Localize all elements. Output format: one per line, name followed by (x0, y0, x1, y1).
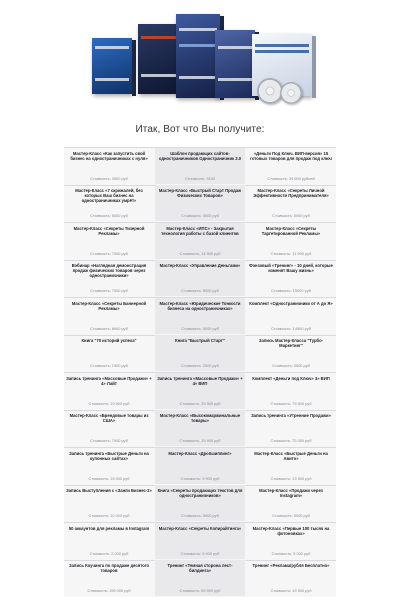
hero-banner (0, 0, 400, 118)
bonus-item (246, 485, 336, 521)
bonus-item-price: Стоимость: 2500 руб (181, 363, 219, 368)
bonus-item-price: Стоимость: 5000 руб (90, 213, 128, 218)
bonus-item-price: Стоимость: 5000 руб (272, 513, 310, 518)
bonus-item (155, 260, 245, 296)
bonus-item (246, 523, 336, 559)
bonus-item (155, 335, 245, 371)
bonus-item-price: Стоимость: 59 900 руб (179, 588, 221, 593)
bonus-item (155, 410, 245, 446)
bonus-item-price: Стоимость: 3000 руб (181, 213, 219, 218)
bonus-item (246, 260, 336, 296)
bonus-item-price: Стоимость: 3100 (184, 175, 216, 181)
bonus-item (64, 410, 154, 446)
bonus-item (64, 260, 154, 296)
bonus-item-price: Стоимость: 15000 руб (271, 288, 311, 293)
bonus-item (64, 485, 154, 521)
bonus-item-name: Комплект «Деньги под Ключ» 3» ВИП (252, 375, 330, 381)
bonus-item-name: Запись Коучинга по продаже десятого товаров (68, 563, 150, 574)
bonus-item-name: Книга "Быстрый Старт" (175, 338, 225, 343)
bonus-item (155, 185, 245, 221)
bonus-item-name: Мастер-Класс «Секреты Личной Эффективности Предпринимателя» (253, 188, 329, 199)
bonus-item-price: Стоимость: 15 900 руб (179, 438, 221, 443)
bonus-item (155, 523, 245, 559)
bonus-item (246, 148, 336, 184)
bonus-item-price: Стоимость: 5 900 руб (180, 550, 220, 556)
bonus-item-price: Стоимость: 39 693 рублей (267, 175, 315, 181)
bonus-item-name: «Деньги Под Ключ. ВИП-версия» 15 готовых товаров для продаж под ключ (250, 150, 332, 161)
bonus-item-name: Мастер-Класс «Секреты Тизерной Рекламы» (73, 225, 145, 236)
bonus-item (155, 485, 245, 521)
bonus-item-name: Мастер-Класс «Секреты Таргетированной Рекламы» (261, 225, 321, 236)
bonus-item-price: Стоимость: 8900 руб (90, 325, 128, 331)
bonus-item-name: Фэнзовый «Тренинг» - 10 дней, которые изменят Вашу жизнь» (249, 263, 333, 274)
product-box-icon (138, 24, 180, 94)
bonus-item (155, 148, 245, 184)
bonus-item-name: Мастер-Класс «Управление Деньгами» (159, 263, 241, 268)
bonus-item (246, 298, 336, 334)
bonus-item-price: Стоимость: 19 900 руб (88, 400, 130, 406)
bonus-item (64, 523, 154, 559)
bonus-item (155, 448, 245, 484)
bonus-item-name: Мастер-Класс «Как запустить свой бизнес на одностраничниках с нуля» (70, 150, 148, 161)
bonus-item (155, 298, 245, 334)
bonus-item-name: Мастер-Класс «Быстрые Деньги на Авито» (254, 450, 328, 461)
bonus-item-name: Шаблон продающих сайтов-одностраничников Одностраничник 3.0 (158, 150, 242, 161)
bonus-item (246, 448, 336, 484)
bonus-item-price: Стоимость: 13 900 руб (270, 475, 312, 481)
bonus-item-price: Стоимость: 1900 руб (90, 363, 128, 368)
bonus-item (155, 223, 245, 259)
bonus-item (64, 185, 154, 221)
bonus-item-name: Книга "70 историй успеха" (81, 338, 137, 343)
bonus-item (155, 560, 245, 596)
bonus-item (64, 373, 154, 409)
bonus-item (246, 185, 336, 221)
bonus-item (64, 560, 154, 596)
bonus-item-price: Стоимость: 2 000 руб (89, 550, 129, 556)
bonus-item (64, 448, 154, 484)
bonus-item-name: Запись Выступления с «Зажги Бизнес-2» (66, 488, 152, 493)
bonus-item-price: Стоимость: 10 000 руб (88, 513, 130, 518)
product-box-icon (215, 30, 255, 98)
bonus-item-name: Мастер-Класс «7 скрижалей, без которых Ваш бизнес на одностраничниках умрёт» (75, 188, 143, 204)
bonus-item-price: Стоимость: 9 000 руб (271, 550, 311, 556)
bonus-item-price: Стоимость: 7000 руб (90, 250, 128, 256)
bonus-item-price: Стоимость: 7000 руб (90, 288, 128, 293)
bonus-item-price: Стоимость: 11 990 руб (270, 250, 312, 256)
bonus-item-price: Стоимость: 75 000 руб (270, 438, 312, 443)
bonus-item (246, 335, 336, 371)
bonus-item-name: Запись тренинга «Утренние Продажи» (251, 413, 331, 418)
bonus-item-name: Мастер-Класс «Высокомаржинальные товары» (159, 413, 241, 424)
bonus-item-name: Запись Мастер-Класса "Турбо-Маркетинг" (258, 338, 324, 349)
bonus-item-name: Запись тренинга «Массовые Продажи» + 4» Лайт (66, 375, 152, 386)
bonus-item-price: Стоимость: 3500 руб (272, 363, 310, 368)
bonus-item-price: Стоимость: 9 900 руб (180, 475, 220, 481)
bonus-item (64, 148, 154, 184)
product-box-icon (92, 38, 132, 94)
bonus-item-name: Мастер-Класс «Быстрый Старт Продаж Физических Товаров» (158, 188, 242, 199)
bonus-item-name: Мастер-Класс «Секреты Копирайтинга» (158, 525, 242, 531)
bonus-item-price: Стоимость: 5000 руб (181, 288, 219, 293)
bonus-item-name: Тренинг «Реклама/рубля Бесплатно» (252, 563, 330, 568)
bonus-item-name: Вэбинар «Наглядная демонстрация продаж физических товаров через одностраничники» (71, 263, 147, 279)
bonus-item-name: 50 аккаунтов для рекламы в Instagram (68, 525, 150, 531)
bonus-item-price: Стоимость: 39 900 руб (179, 400, 221, 406)
section-title: Итак, Вот что Вы получите: (135, 124, 265, 135)
bonus-item-price: Стоимость: 15 000 руб (88, 475, 130, 481)
bonus-grid (64, 147, 336, 597)
bonus-item-name: Мастер-Класс «Первые 100 тысяч на фотоновках» (252, 525, 330, 536)
product-box-icon (176, 14, 220, 98)
bonus-item-price: Стоимость: 79 900 руб (270, 400, 312, 406)
bonus-item (246, 223, 336, 259)
bonus-item-price: Стоимость: 199 000 руб (87, 588, 131, 593)
bonus-item-price: Стоимость: 19 900 руб (270, 588, 312, 593)
bonus-item-name: Тренинг «Темная сторона лест-билдинга» (167, 563, 233, 574)
dvd-disc-icon (280, 82, 302, 104)
bonus-item-name: Мастер-Класс «Дропшиппинг» (168, 450, 232, 456)
bonus-item (64, 335, 154, 371)
bonus-item-price: Стоимость: 5000 руб (272, 213, 310, 218)
bonus-item-name: Мастер-Класс «ИПС» - Закрытая технология работы с базой клиентов (161, 225, 239, 236)
bonus-item-name: Запись тренинга «Массовые Продажи» + 4» ВИП (157, 375, 243, 386)
bonus-item-name: Запись тренинга «Быстрые Деньги на купонных сайтах» (69, 450, 149, 461)
bonus-item-name: Книга «Секреты продающих текстов для одностраничников» (157, 488, 243, 499)
bonus-item (64, 223, 154, 259)
bonus-item (64, 298, 154, 334)
bonus-item-name: Мастер-Класс «Продажи через Instagram» (259, 488, 323, 499)
bonus-item-price: Стоимость: 7900 руб (90, 438, 128, 443)
bonus-item-price: Стоимость: 14900 руб (271, 325, 311, 331)
bonus-item-price: Стоимость: 5000 руб (181, 325, 219, 331)
bonus-item-name: Мастер-Класс «Юридические Тонкости бизнеса на одностраничниках» (159, 300, 241, 311)
bonus-item (246, 410, 336, 446)
bonus-item-name: Комплект «Одностраничники от А до Я» (249, 300, 333, 306)
bonus-item (246, 373, 336, 409)
bonus-item-name: Мастер-Класс «Брендовые товары из США» (69, 413, 149, 424)
bonus-item-name: Мастер-Класс «Секреты Баннерной Рекламы» (71, 300, 147, 311)
bonus-item (155, 373, 245, 409)
bonus-item (246, 560, 336, 596)
bonus-item-price: Стоимость: 3900 руб (90, 175, 128, 181)
bonus-item-price: Стоимость: 3900 руб (181, 513, 219, 518)
bonus-item-price: Стоимость: 14 900 руб (179, 250, 221, 256)
